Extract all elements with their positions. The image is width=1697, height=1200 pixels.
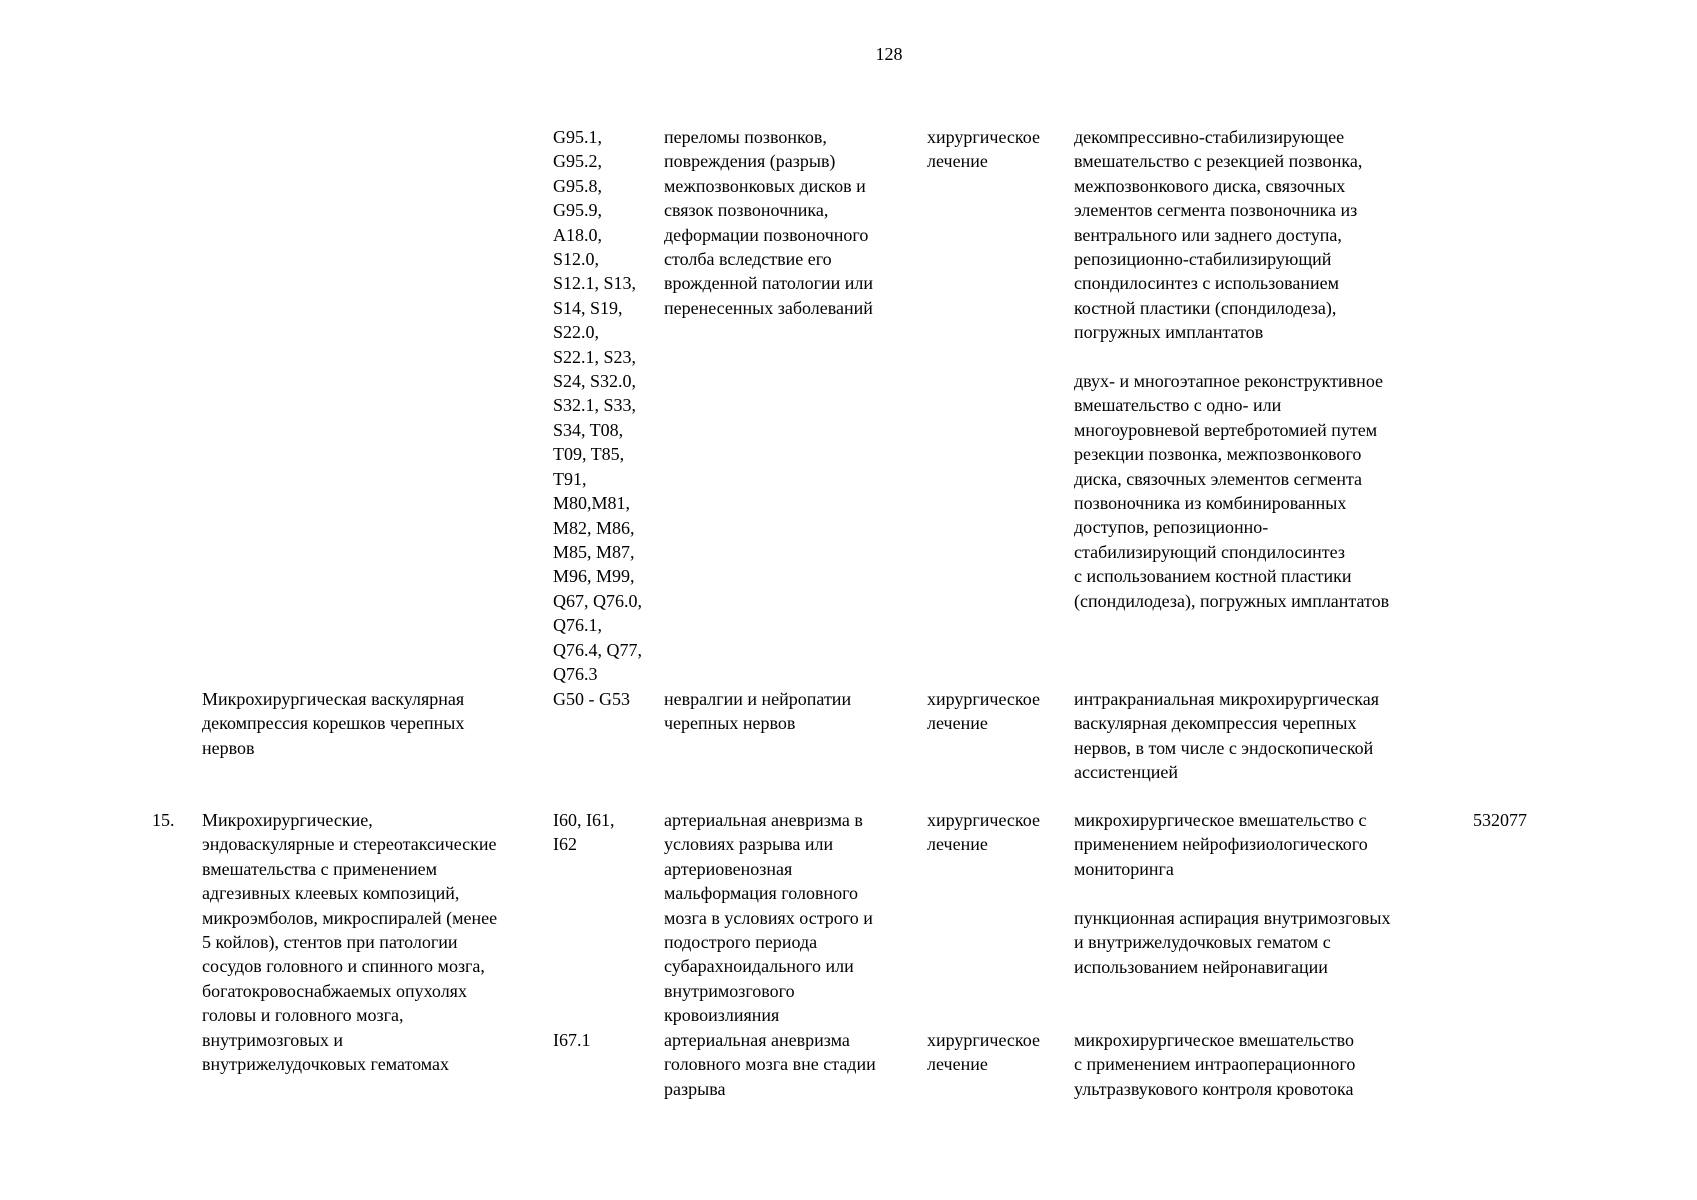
- row2-diagnosis: невралгии и нейропатии черепных нервов: [664, 689, 852, 734]
- row3-method-1: микрохирургическое вмешательство с применением нейрофизиологического мониторинга: [1074, 810, 1368, 879]
- row4-method-1: микрохирургическое вмешательство с применением интраоперационного ультразвукового контроля кровотока: [1074, 1030, 1356, 1099]
- row1-codes: G95.1, G95.2, G95.8, G95.9, A18.0, S12.0, S12.1, S13, S14, S19, S22.0, S22.1, S23, S24, S32.0, S32.1, S33, S34, T08, T09, T85, T91, M80,M81, M82, M86, M85, M87, M96, M99, Q67, Q76.0, Q76.1, Q76.4, Q77, Q76.3: [553, 127, 642, 684]
- row1-diagnosis: переломы позвонков, повреждения (разрыв) межпозвонковых дисков и связок позвоночника, деформации позвоночного столба вследствие его врожденной патологии или перенесенных заболеваний: [664, 127, 873, 318]
- row2-name: Микрохирургическая васкулярная декомпрессия корешков черепных нервов: [202, 689, 465, 758]
- row3-cost: 532077: [1473, 810, 1527, 830]
- row1-treatment-type: хирургическое лечение: [927, 127, 1040, 172]
- row4-codes: I67.1: [553, 1030, 591, 1050]
- row3-codes: I60, I61, I62: [553, 810, 615, 855]
- row1-method-2: двух- и многоэтапное реконструктивное вмешательство с одно- или многоуровневой вертебротомией путем резекции позвонка, межпозвонкового диска, связочных элементов сегмента позвоночника из комбинированных доступов, репозиционно- стабилизирующий спондилосинтез с использованием костной пластики (спондилодеза), погружных имплантатов: [1074, 371, 1390, 611]
- row2-treatment-type: хирургическое лечение: [927, 689, 1040, 734]
- row3-method-2: пункционная аспирация внутримозговых и внутрижелудочковых гематом с использованием нейронавигации: [1074, 908, 1391, 977]
- row3-name: Микрохирургические, эндоваскулярные и стереотаксические вмешательства с применением адгезивных клеевых композиций, микроэмболов, микроспиралей (менее 5 койлов), стентов при патологии сосудов головного и спинного мозга, богатокровоснабжаемых опухолях головы и головного мозга, внутримозговых и внутрижелудочковых гематомах: [202, 810, 498, 1075]
- row3-number: 15.: [152, 810, 175, 830]
- row4-treatment-type: хирургическое лечение: [927, 1030, 1040, 1075]
- page-number: 128: [875, 44, 903, 64]
- row1-method-1: декомпрессивно-стабилизирующее вмешательство с резекцией позвонка, межпозвонкового диска, связочных элементов сегмента позвоночника из вентрального или заднего доступа, репозиционно-стабилизирующий спондилосинтез с использованием костной пластики (спондилодеза), погружных имплантатов: [1074, 127, 1363, 343]
- row2-method-1: интракраниальная микрохирургическая васкулярная декомпрессия черепных нервов, в том числе с эндоскопической ассистенцией: [1074, 689, 1380, 783]
- row3-treatment-type: хирургическое лечение: [927, 810, 1040, 855]
- row2-codes: G50 - G53: [553, 689, 630, 709]
- row3-diagnosis: артериальная аневризма в условиях разрыва или артериовенозная мальформация головного мозга в условиях острого и подострого периода субарахноидального или внутримозгового кровоизлияния: [664, 810, 873, 1026]
- row4-diagnosis: артериальная аневризма головного мозга вне стадии разрыва: [664, 1030, 876, 1099]
